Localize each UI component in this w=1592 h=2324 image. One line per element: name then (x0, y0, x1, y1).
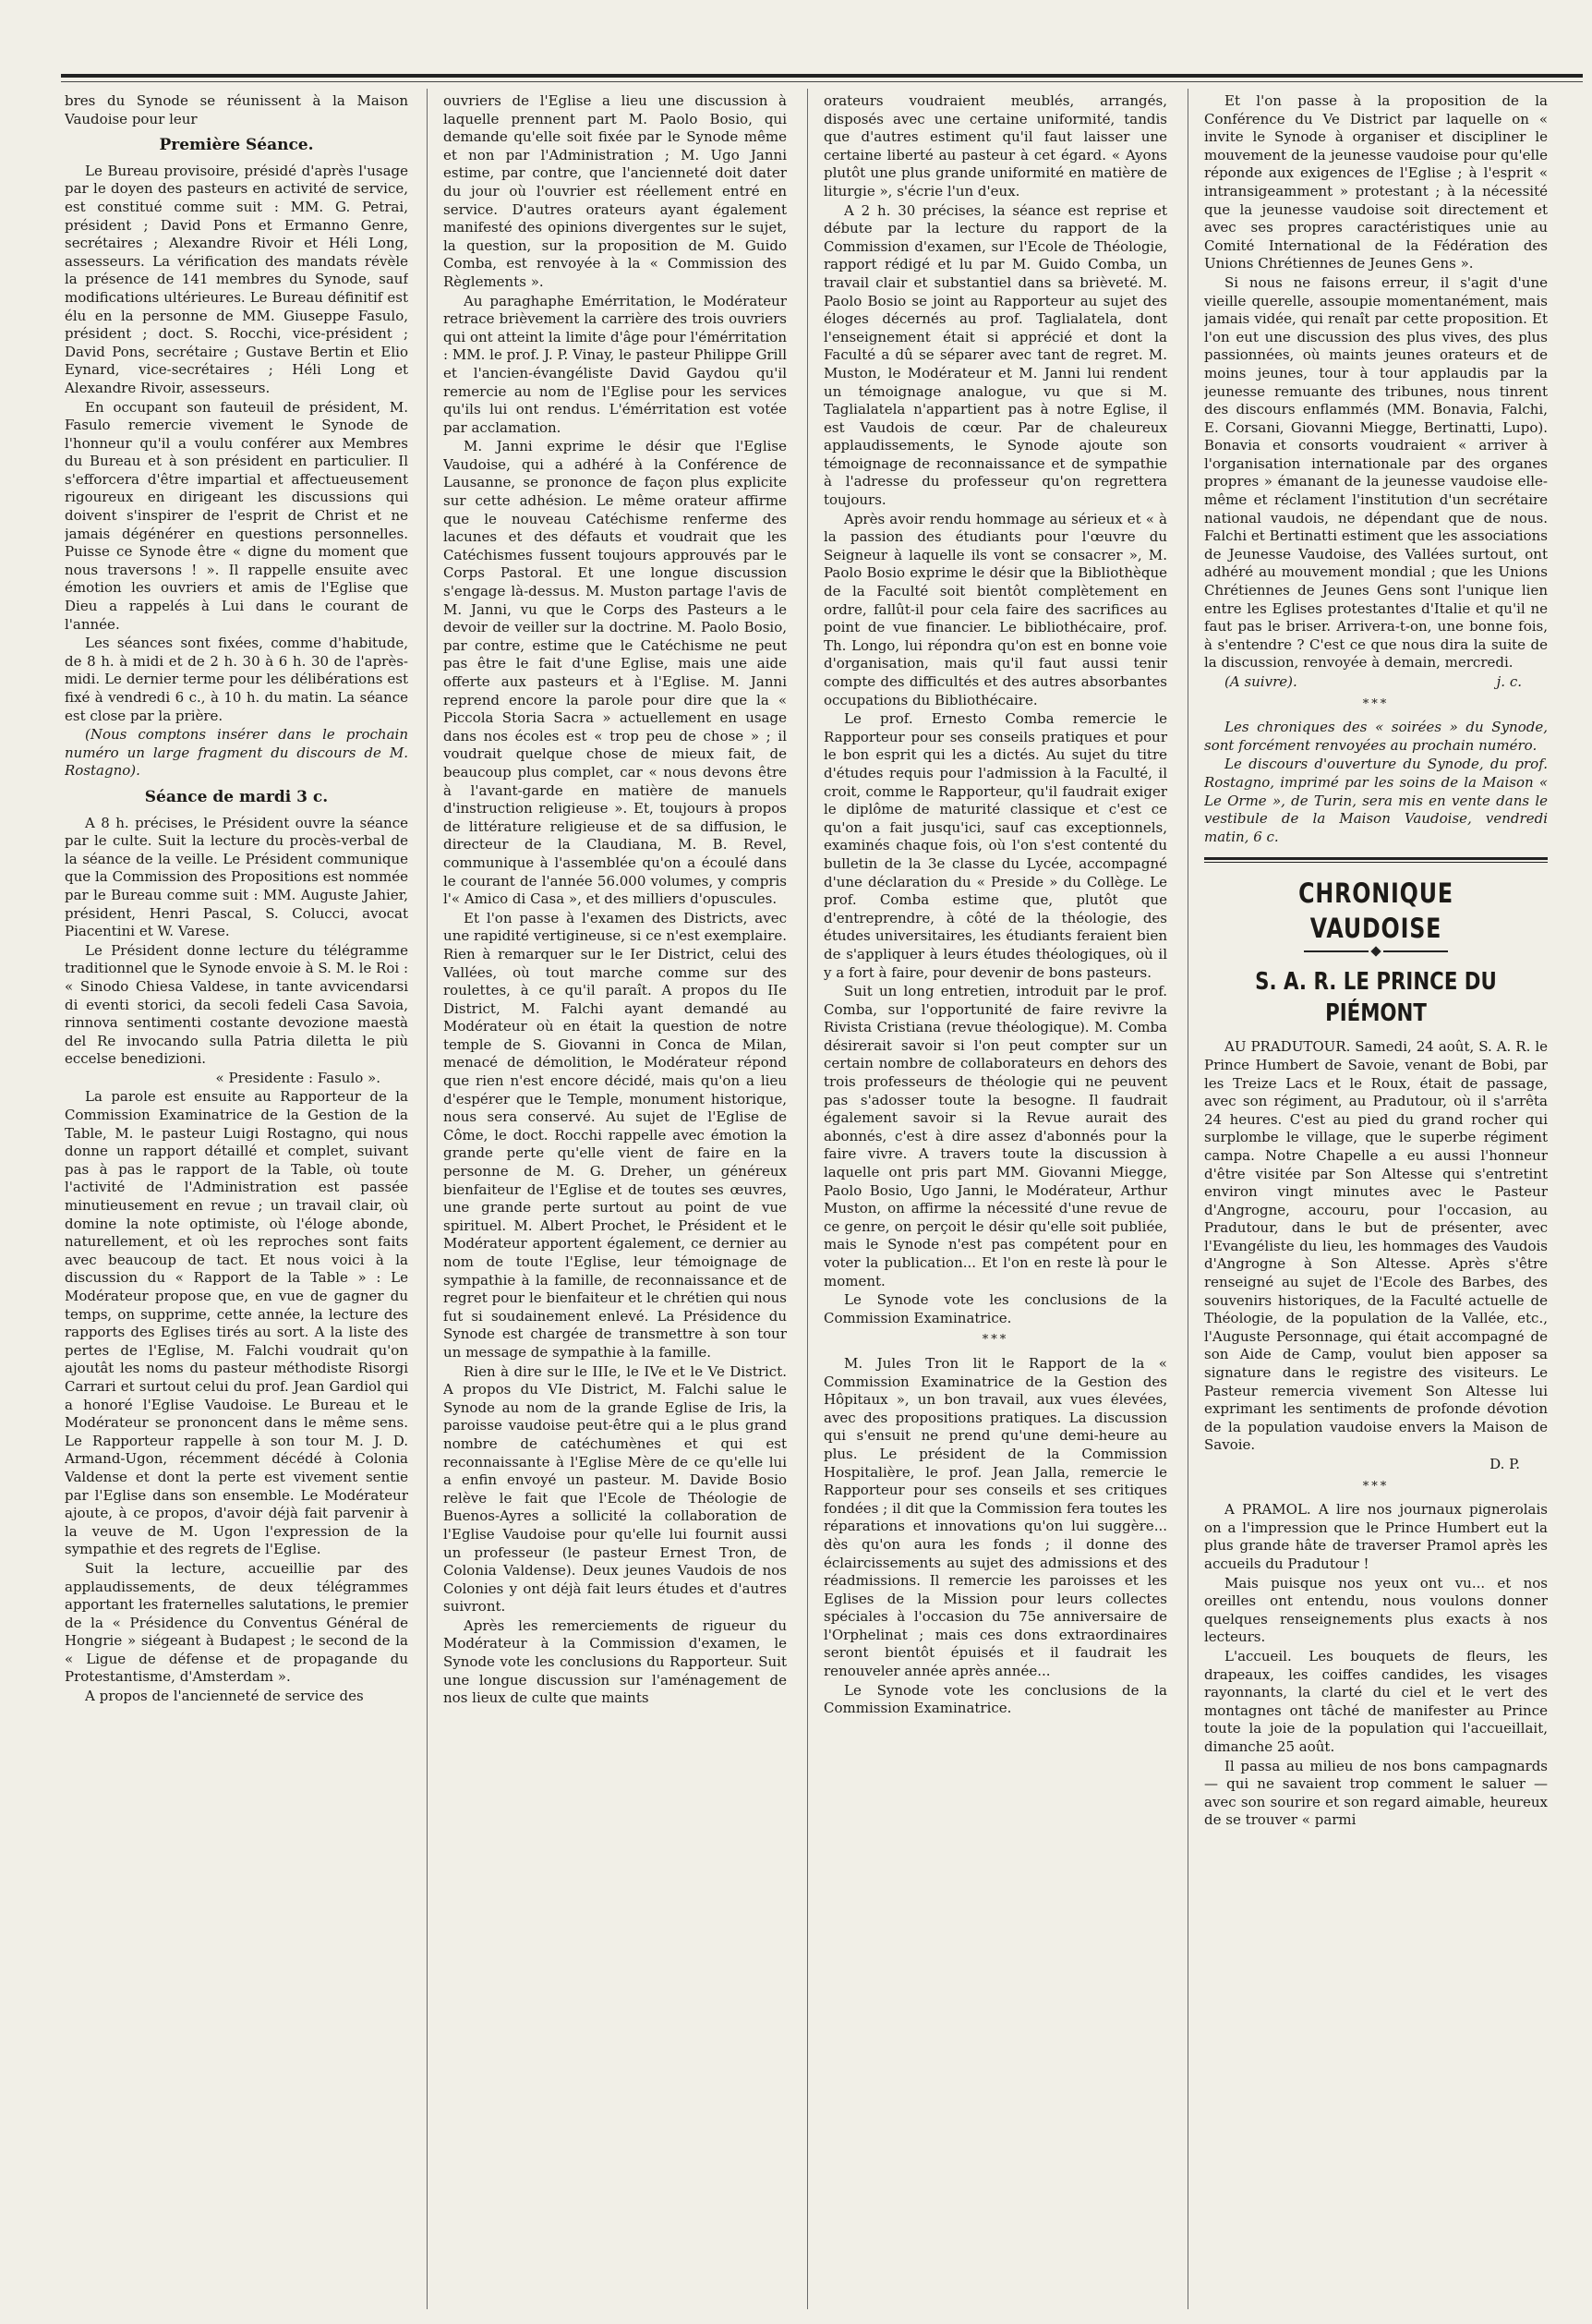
section-heading: Première Séance. (159, 136, 314, 155)
paragraph: L'accueil. Les bouquets de fleurs, les drapeaux, les coiffes candides, les visages rayonnants, la clarté du ciel et le vert des montagnes ont tâché de manifester au Prince toute la joie de la population qui l'accueillait, dimanche 25 août. (1204, 1647, 1548, 1755)
paragraph: M. Janni exprime le désir que l'Eglise Vaudoise, qui a adhéré à la Conférence de Lausanne, se prononce de façon plus explicite sur cette adhésion. Le même orateur affirme que le nouveau Catéchisme renferme des lacunes et des défauts et voudrait que les Catéchismes fussent toujours approuvés par le Corps Pastoral. Et une longue discussion s'engage là-dessus. M. Muston partage l'avis de M. Janni, vu que le Corps des Pasteurs a le devoir de veiller sur la doctrine. M. Paolo Bosio, par contre, estime que le Catéchisme ne peut pas être le fait d'une Eglise, mais une aide offerte aux pasteurs et à l'Eglise. M. Janni reprend encore la parole pour dire que la « Piccola Storia Sacra » actuellement en usage dans nos écoles est « trop peu de chose » ; il voudrait quelque chose de mieux fait, de beaucoup plus complet, car « nous devons être à l'avant-garde en matière de manuels d'instruction religieuse ». Et, toujours à propos de littérature religieuse et de sa diffusion, le directeur de la Claudiana, M. B. Revel, communique à l'assemblée qu'on a écoulé dans le courant de l'année 56.000 volumes, y compris l'« Amico di Casa », et des milliers d'opuscules. (443, 438, 787, 908)
paragraph: Le Synode vote les conclusions de la Commission Examinatrice. (824, 1681, 1167, 1717)
to-be-continued: (A suivre). (1224, 673, 1297, 690)
paragraph: A 2 h. 30 précises, la séance est reprise et débute par la lecture du rapport de la Commission d'examen, sur l'Ecole de Théologie, rapport rédigé et lu par M. Guido Comba, un travail clair et substantiel dans sa brièveté. M. Paolo Bosio se joint au Rapporteur au sujet des éloges décernés au prof. Taglialatela, dont l'enseignement était si apprécié et dont la Faculté a dû se séparer avec tant de regret. M. Muston, le Modérateur et M. Janni lui rendent un témoignage analogue, vu que si M. Taglialatela n'appartient pas à notre Eglise, il est Vaudois de cœur. Par de chaleureux applaudissements, le Synode ajoute son témoignage de reconnaissance et de sympathie à l'adresse du professeur qu'on regrettera toujours. (824, 201, 1167, 509)
author-initials: j. c. (1496, 673, 1522, 690)
paragraph: Les séances sont fixées, comme d'habitude, de 8 h. à midi et de 2 h. 30 à 6 h. 30 de l'après-midi. Le dernier terme pour les délibérations est fixé à vendredi 6 c., à 10 h. du matin. La séance est close par la prière. (65, 635, 408, 724)
paragraph: Si nous ne faisons erreur, il s'agit d'une vieille querelle, assoupie momentanément, mais jamais vidée, qui renaît par cette proposition. Et l'on eut une discussion des plus vives, des plus passionnées, où maints jeunes orateurs et de moins jeunes, tour à tour applaudis par la jeunesse remuante des tribunes, nous tinrent des discours enflammés (MM. Bonavia, Falchi, E. Corsani, Giovanni Miegge, Bertinatti, Lupo). Bonavia et consorts voudraient « arriver à l'organisation internationale par des organes propres » émanant de la jeunesse vaudoise elle-même et réclament l'institution d'un secrétaire national vaudois, ne dépendant que de nous. Falchi et Bertinatti estiment que les associations de Jeunesse Vaudoise, des Vallées surtout, ont adhéré au mouvement mondial ; que les Unions Chrétiennes de Jeunes Gens sont l'unique lien entre les Eglises protestantes d'Italie et qu'il ne faut pas le briser. Arrivera-t-on, une bonne fois, à s'entendre ? C'est ce que nous dira la suite de la discussion, renvoyée à demain, mercredi. (1204, 273, 1548, 672)
paragraph: Il passa au milieu de nos bons campagnards — qui ne savaient trop comment le saluer — avec son sourire et son regard aimable, heureux de se trouver « parmi (1204, 1757, 1548, 1829)
paragraph: bres du Synode se réunissent à la Maison Vaudoise pour leur (65, 92, 408, 127)
paragraph: ouvriers de l'Eglise a lieu une discussion à laquelle prennent part M. Paolo Bosio, qui demande qu'elle soit fixée par le Synode même et non par l'Administration ; M. Ugo Janni estime, par contre, que l'ancienneté doit dater du jour où l'ouvrier est réellement entré en service. D'autres orateurs ayant également manifesté des opinions divergentes sur le sujet, la question, sur la proposition de M. Guido Comba, est renvoyée à la « Commission des Règlements ». (443, 92, 787, 290)
ornament-divider (1204, 948, 1548, 955)
column-separator (427, 89, 428, 2309)
column-3 (824, 92, 1167, 2309)
separator-stars: *** (982, 1333, 1009, 1348)
paragraph: Le Président donne lecture du télégramme traditionnel que le Synode envoie à S. M. le Roi : « Sinodo Chiesa Valdese, in tante avvicendarsi di eventi storici, da secoli fedeli Casa Savoia, rinnova sentimenti costante devozione maestà del Re invocando sulla Patria diletta le più eccelse benedizioni. (65, 941, 408, 1068)
paragraph: Et l'on passe à l'examen des Districts, avec une rapidité vertigineuse, si ce n'est exemplaire. Rien à remarquer sur le Ier District, celui des Vallées, où tout marche comme sur des roulettes, à ce qu'il paraît. A propos du IIe District, M. Falchi ayant demandé au Modérateur où en était la question de notre temple de S. Giovanni in Conca de Milan, menacé de démolition, le Modérateur répond que rien n'est encore décidé, mais qu'on a lieu d'espérer que le Temple, monument historique, nous sera conservé. Au sujet de l'Eglise de Côme, le doct. Rocchi rappelle avec émotion la grande perte qu'elle vient de faire en la personne de M. G. Dreher, un généreux bienfaiteur de l'Eglise et de toutes ses œuvres, une grande perte surtout au point de vue spirituel. M. Albert Prochet, le Président et le Modérateur apportent également, ce dernier au nom de toute l'Eglise, leur témoignage de sympathie à la famille, de reconnaissance et de regret pour le bienfaiteur et le chrétien qui nous fut si soudainement enlevé. La Présidence du Synode est chargée de transmettre à son tour un message de sympathie à la famille. (443, 909, 787, 1361)
paragraph: Après les remerciements de rigueur du Modérateur à la Commission d'examen, le Synode vote les conclusions du Rapporteur. Suit une longue discussion sur l'aménagement de nos lieux de culte que maints (443, 1616, 787, 1707)
paragraph: Le Bureau provisoire, présidé d'après l'usage par le doyen des pasteurs en activité de service, est constitué comme suit : MM. G. Petrai, président ; David Pons et Ermanno Genre, secrétaires ; Alexandre Rivoir et Héli Long, assesseurs. La vérification des mandats révèle la présence de 141 membres du Synode, sauf modifications ultérieures. Le Bureau définitif est élu en la personne de MM. Giuseppe Fasulo, président ; doct. S. Rocchi, vice-président ; David Pons, secrétaire ; Gustave Bertin et Elio Eynard, vice-secrétaires ; Héli Long et Alexandre Rivoir, assesseurs. (65, 162, 408, 396)
paragraph: M. Jules Tron lit le Rapport de la « Commission Examinatrice de la Gestion des Hôpitaux », un bon travail, aux vues élevées, avec des propositions pratiques. La discussion qui s'ensuit ne prend qu'une demi-heure au plus. Le président de la Commission Hospitalière, le prof. Jean Jalla, remercie le Rapporteur pour ses conseils et ses critiques fondées ; il dit que la Commission fera toutes les réparations et innovations qu'on lui suggère... dès qu'on aura les fonds ; il donne des éclaircissements au sujet des admissions et des réadmissions. Il remercie les paroisses et les Eglises de la Mission pour leurs collectes spéciales à l'occasion du 75e anniversaire de l'Orphelinat ; mais ces dons extraordinaires seront bientôt épuisés et il faudrait les renouveler année après année... (824, 1354, 1167, 1680)
section-rule-thin (1204, 862, 1548, 863)
paragraph: Rien à dire sur le IIIe, le IVe et le Ve District. A propos du VIe District, M. Falchi salue le Synode au nom de la grande Eglise de Iris, la paroisse vaudoise peut-être qui a le plus grand nombre de catéchumènes et qui est reconnaissante à l'Eglise Mère de ce qu'elle lui a enfin envoyé un pasteur. M. Davide Bosio relève le fait que l'Ecole de Théologie de Buenos-Ayres a sollicité la collaboration de l'Eglise Vaudoise pour qu'elle lui fournit aussi un professeur (le pasteur Ernest Tron, de Colonia Valdense). Deux jeunes Vaudois de nos Colonies y ont déjà fait leurs études et d'autres suivront. (443, 1362, 787, 1616)
paragraph: Et l'on passe à la proposition de la Conférence du Ve District par laquelle on « invite le Synode à organiser et discipliner le mouvement de la jeunesse vaudoise pour qu'elle réponde aux exigences de l'Eglise ; à l'esprit « intransigeamment » protestant ; à la nécessité que la jeunesse vaudoise soit directement et avec ses propres caractéristiques unie au Comité International de la Fédération des Unions Chrétiennes de Jeunes Gens ». (1204, 92, 1548, 272)
section-rule (1204, 857, 1548, 860)
paragraph: Le Synode vote les conclusions de la Commission Examinatrice. (824, 1291, 1167, 1326)
author-signature: D. P. (1489, 1456, 1520, 1472)
paragraph: Le prof. Ernesto Comba remercie le Rapporteur pour ses conseils pratiques et pour le bon esprit qui les a dictés. Au sujet du titre d'études requis pour l'admission à la Faculté, il croit, comme le Rapporteur, qu'il faudrait exiger le diplôme de maturité classique et c'est ce qu'on a fait jusqu'ici, sauf cas exceptionnels, examinés chaque fois, où l'on s'est contenté du bulletin de la 3e classe du Lycée, accompagné d'une déclaration du « Preside » du Collège. Le prof. Comba estime que, plutôt que d'entreprendre, à côté de la théologie, des études universitaires, les étudiants feraient bien de s'appliquer à leurs études théologiques, où il y a fort à faire, pour devenir de bons pasteurs. (824, 710, 1167, 981)
paragraph: A propos de l'ancienneté de service des (85, 1688, 364, 1705)
paragraph: orateurs voudraient meublés, arrangés, disposés avec une certaine uniformité, tandis que d'autres estiment qu'il faut laisser une certaine liberté au pasteur à cet égard. « Ayons plutôt une plus grande uniformité en matière de liturgie », s'écrie l'un d'eux. (824, 92, 1167, 200)
paragraph: Au paraghaphe Emérritation, le Modérateur retrace brièvement la carrière des trois ouvriers qui ont atteint la limite d'âge pour l'émérritation : MM. le prof. J. P. Vinay, le pasteur Philippe Grill et l'ancien-évangéliste David Gaydou qu'il remercie au nom de l'Eglise pour les services qu'ils lui ont rendus. L'émérritation est votée par acclamation. (443, 292, 787, 436)
paragraph: Mais puisque nos yeux ont vu... et nos oreilles ont entendu, nous voulons donner quelques renseignements plus exacts à nos lecteurs. (1204, 1574, 1548, 1646)
paragraph: En occupant son fauteuil de président, M. Fasulo remercie vivement le Synode de l'honneur qu'il a voulu conférer aux Membres du Bureau et à son président en particulier. Il s'efforcera d'être impartial et affectueusement rigoureux en dirigeant les discussions qui doivent s'inspirer de l'esprit de Christ et ne jamais dégénérer en questions personnelles. Puisse ce Synode être « digne du moment que nous traversons ! ». Il rappelle ensuite avec émotion les ouvriers et amis de l'Eglise que Dieu a rappelés à Lui dans le courant de l'année. (65, 398, 408, 633)
prince-heading: S. A. R. LE PRINCE DU PIÉMONT (1255, 968, 1497, 1028)
paragraph: Après avoir rendu hommage au sérieux et « à la passion des étudiants pour l'œuvre du Seigneur à laquelle ils vont se consacrer », M. Paolo Bosio exprime le désir que la Bibliothèque de la Faculté soit bientôt complètement en ordre, fallût-il pour cela faire des sacrifices au point de vue financier. Le bibliothécaire, prof. Th. Longo, lui répondra qu'on est en bonne voie d'organisation, mais qu'il faut aussi tenir compte des difficultés et des autres absorbantes occupations du Bibliothécaire. (824, 510, 1167, 708)
telegram-signature: « Presidente : Fasulo ». (215, 1069, 380, 1086)
column-2 (443, 92, 787, 2309)
paragraph-note: (Nous comptons insérer dans le prochain numéro un large fragment du discours de M. Rostagno). (65, 726, 408, 780)
notice: Les chroniques des « soirées » du Synode, sont forcément renvoyées au prochain numéro. (1204, 719, 1548, 754)
paragraph: A PRAMOL. A lire nos journaux pignerolais on a l'impression que le Prince Humbert eut la plus grande hâte de traverser Pramol après les accueils du Pradutour ! (1204, 1501, 1548, 1572)
header-rule (61, 74, 1583, 78)
header-rule-thin (61, 81, 1583, 82)
paragraph: Suit la lecture, accueillie par des applaudissements, de deux télégrammes apportant les fraternelles salutations, le premier de la « Présidence du Conventus Général de Hongrie » siégeant à Budapest ; le second de la « Ligue de défense et de propagande du Protestantisme, d'Amsterdam ». (65, 1559, 408, 1686)
notices (1204, 719, 1548, 846)
article-signoff (1204, 673, 1548, 692)
separator-stars: *** (1362, 1479, 1390, 1494)
column-separator (807, 89, 808, 2309)
notice: Le discours d'ouverture du Synode, du prof. Rostagno, imprimé par les soins de la Maison « Le Orme », de Turin, sera mis en vente dans le vestibule de la Maison Vaudoise, vendredi matin, 6 c. (1204, 756, 1548, 845)
paragraph: Suit un long entretien, introduit par le prof. Comba, sur l'opportunité de faire revivre la Rivista Cristiana (revue théologique). M. Comba désirerait savoir si l'on peut compter sur un certain nombre de collaborateurs en dehors des trois professeurs de théologie qui ne peuvent pas s'adosser toute la besogne. Il faudrait également savoir si la Revue aurait des abonnés, c'est à dire assez d'abonnés pour la faire vivre. A travers toute la discussion à laquelle ont pris part MM. Giovanni Miegge, Paolo Bosio, Ugo Janni, le Modérateur, Arthur Muston, on affirme la nécessité d'une revue de ce genre, on perçoit le désir qu'elle soit publiée, mais le Synode n'est pas compétent pour en voter la publication... Et l'on en reste là pour le moment. (824, 983, 1167, 1289)
chronique-heading: CHRONIQUE VAUDOISE (1298, 878, 1453, 945)
separator-stars: *** (1362, 696, 1390, 711)
column-4 (1204, 92, 1548, 2309)
column-1 (65, 92, 408, 2309)
paragraph: La parole est ensuite au Rapporteur de la Commission Examinatrice de la Gestion de la Table, M. le pasteur Luigi Rostagno, qui nous donne un rapport détaillé et complet, suivant pas à pas le rapport de la Table, où toute l'activité de l'Administration est passée minutieusement en revue ; un travail clair, où domine la note optimiste, où l'éloge abonde, naturellement, et où les reproches sont faits avec beaucoup de tact. Et nous voici à la discussion du « Rapport de la Table » : Le Modérateur propose que, en vue de gagner du temps, on supprime, cette année, la lecture des rapports des Eglises tirés au sort. A la liste des pertes de l'Eglise, M. Falchi voudrait qu'on ajoutât les noms du pasteur méthodiste Risorgi Carrari et surtout celui du prof. Jean Gardiol qui a honoré l'Eglise Vaudoise. Le Bureau et le Modérateur se prononcent dans le même sens. Le Rapporteur rappelle à son tour M. J. D. Armand-Ugon, récemment décédé à Colonia Valdense et dont la perte est vivement sentie par l'Eglise dans son ensemble. Le Modérateur ajoute, à ce propos, d'avoir déjà fait parvenir à la veuve de M. Ugon l'expression de la sympathie et des regrets de l'Eglise. (65, 1088, 408, 1558)
paragraph: A 8 h. précises, le Président ouvre la séance par le culte. Suit la lecture du procès-verbal de la séance de la veille. Le Président communique que la Commission des Propositions est nommée par le Bureau comme suit : MM. Auguste Jahier, président, Henri Pascal, S. Colucci, avocat Piacentini et W. Varese. (65, 814, 408, 940)
section-heading: Séance de mardi 3 c. (144, 787, 329, 806)
paragraph: AU PRADUTOUR. Samedi, 24 août, S. A. R. le Prince Humbert de Savoie, venant de Bobi, par les Treize Lacs et le Roux, était de passage, avec son régiment, au Pradutour, où il s'arrêta 24 heures. C'est au pied du grand rocher qui surplombe le village, que le superbe régiment campa. Notre Chapelle a eu aussi l'honneur d'être visitée par Son Altesse qui s'entretint environ vingt minutes avec le Pasteur d'Angrogne, accouru, pour l'occasion, au Pradutour, dans le but de présenter, avec l'Evangéliste du lieu, les hommages des Vaudois d'Angrogne à Son Altesse. Après s'être renseigné au sujet de l'Ecole des Barbes, des souvenirs historiques, de la Faculté actuelle de Théologie, de la population de la Vallée, etc., l'Auguste Personnage, qui était accompagné de son Aide de Camp, voulut bien apposer sa signature dans le registre des visiteurs. Le Pasteur remercia vivement Son Altesse lui exprimant les sentiments de profonde dévotion de la population vaudoise envers la Maison de Savoie. (1204, 1038, 1548, 1454)
